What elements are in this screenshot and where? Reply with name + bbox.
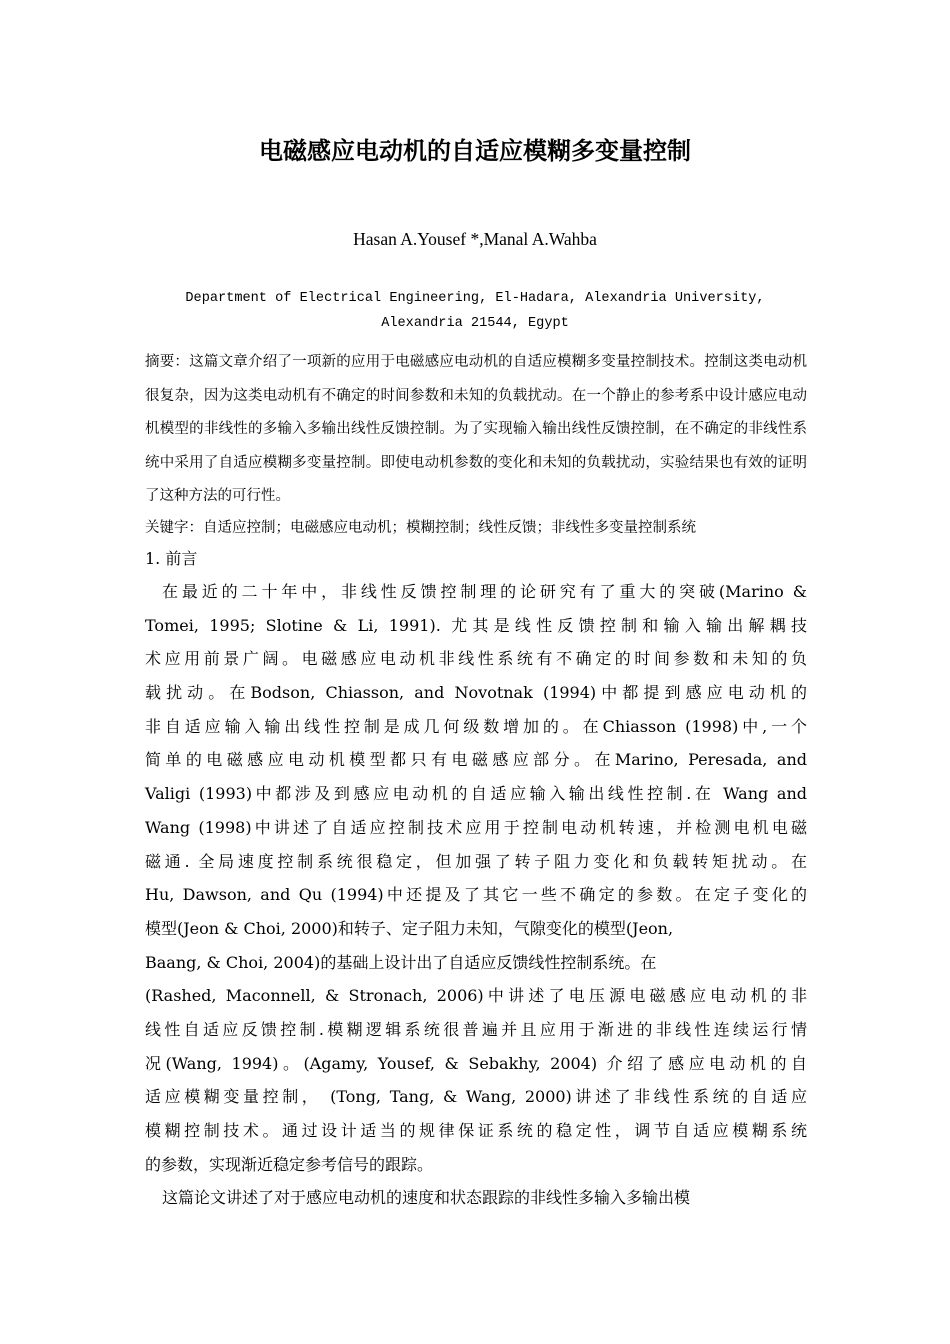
body-line: 模型(Jeon & Choi, 2000)和转子、定子阻力未知，气隙变化的模型(Jeon, — [145, 918, 674, 938]
body-line: 非自适应输入输出线性控制是成几何级数增加的。在Chiasson (1998)中,一个 — [145, 716, 807, 736]
body-line: Baang, & Choi, 2004)的基础上设计出了自适应反馈线性控制系统。在 — [145, 952, 657, 972]
keywords: 关键字：自适应控制；电磁感应电动机；模糊控制；线性反馈；非线性多变量控制系统 — [145, 520, 696, 536]
abstract: 摘要：这篇文章介绍了一项新的应用于电磁感应电动机的自适应模糊多变量控制技术。控制这类电动机很复杂，因为这类电动机有不确定的时间参数和未知的负载扰动。在一个静止的参考系中设计感应电动机模型的非线性的多输入多输出线性反馈控制。为了实现输入输出线性反馈控制，在不确定的非线性系统中采用了自适应模糊多变量控制。即使电动机参数的变化和未知的负载扰动，实验结果也有效的证明了这种方法的可行性。 — [145, 354, 807, 504]
body-line: 况(Wang, 1994)。(Agamy, Yousef, & Sebakhy, 2004) 介绍了感应电动机的自 — [145, 1053, 807, 1073]
body-line: 这篇论文讲述了对于感应电动机的速度和状态跟踪的非线性多输入多输出模 — [162, 1188, 691, 1208]
body-line: 术应用前景广阔。电磁感应电动机非线性系统有不确定的时间参数和未知的负 — [145, 649, 807, 669]
affiliation — [150, 286, 800, 336]
body-line: 适应模糊变量控制， (Tong, Tang, & Wang, 2000)讲述了非线性系统的自适应 — [145, 1087, 807, 1107]
body-line: 载扰动。在Bodson, Chiasson, and Novotnak (1994)中都提到感应电动机的 — [145, 683, 807, 703]
body-line: Valigi (1993)中都涉及到感应电动机的自适应输入输出线性控制.在 Wang and — [145, 784, 807, 804]
body-line: 线性自适应反馈控制.模糊逻辑系统很普遍并且应用于渐进的非线性连续运行情 — [145, 1019, 807, 1039]
body-line: 的参数，实现渐近稳定参考信号的跟踪。 — [145, 1154, 434, 1174]
affiliation-line-1: Department of Electrical Engineering, El-Hadara, Alexandria University, — [185, 291, 765, 306]
introduction-body — [145, 575, 807, 1215]
section-heading-introduction: 1. 前言 — [145, 549, 198, 568]
body-line: 简单的电磁感应电动机模型都只有电磁感应部分。在Marino, Peresada, and — [145, 750, 807, 770]
paper-title: 电磁感应电动机的自适应模糊多变量控制 — [259, 137, 691, 165]
body-line: 在最近的二十年中，非线性反馈控制理的论研究有了重大的突破(Marino & — [162, 582, 807, 601]
body-line: Tomei, 1995; Slotine & Li, 1991). 尤其是线性反馈控制和输入输出解耦技 — [145, 615, 807, 635]
body-line: Hu, Dawson, and Qu (1994)中还提及了其它一些不确定的参数。在定子变化的 — [145, 885, 807, 905]
body-line: (Rashed, Maconnell, & Stronach, 2006)中讲述了电压源电磁感应电动机的非 — [145, 986, 807, 1006]
body-line: 模糊控制技术。通过设计适当的规律保证系统的稳定性，调节自适应模糊系统 — [145, 1121, 807, 1140]
body-line: 磁通. 全局速度控制系统很稳定，但加强了转子阻力变化和负载转矩扰动。在 — [145, 851, 807, 871]
body-line: Wang (1998)中讲述了自适应控制技术应用于控制电动机转速，并检测电机电磁 — [145, 817, 807, 837]
author-list: Hasan A.Yousef *,Manal A.Wahba — [353, 229, 597, 249]
affiliation-line-2: Alexandria 21544, Egypt — [381, 316, 569, 331]
